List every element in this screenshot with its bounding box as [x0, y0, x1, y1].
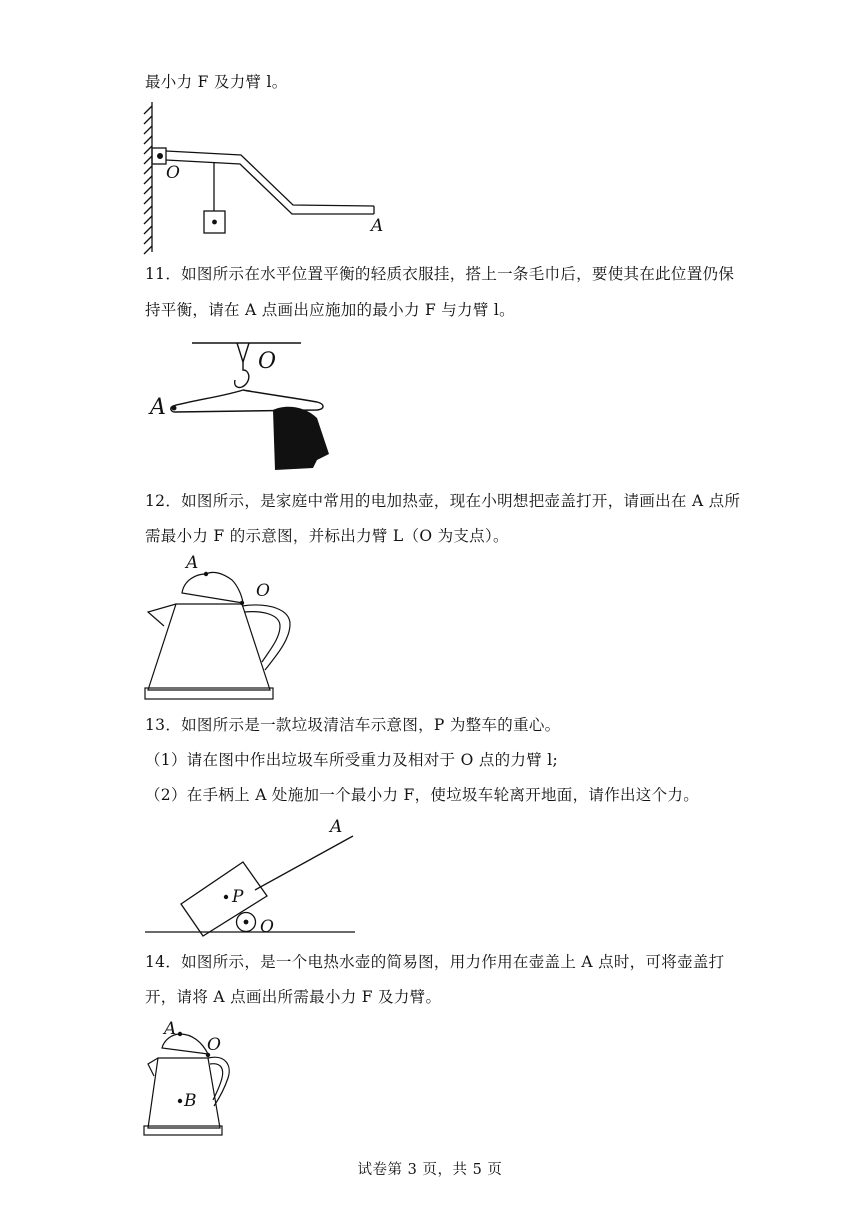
point-a-dot	[172, 406, 177, 411]
center-of-gravity-p	[224, 895, 228, 899]
q13-figure-garbage-cart	[145, 812, 375, 942]
q14-text-line2: 开，请将 A 点画出所需最小力 F 及力臂。	[145, 988, 442, 1006]
q12-figure-electric-kettle	[140, 552, 310, 702]
hanger-hook	[235, 362, 249, 387]
q12-text-line2: 需最小力 F 的示意图，并标出力臂 L（O 为支点）。	[145, 527, 509, 545]
wheel-axle-o	[244, 920, 249, 925]
kettle-body	[148, 604, 270, 690]
label-o: O	[260, 917, 274, 937]
kettle-base	[144, 1126, 222, 1135]
label-o: O	[166, 163, 180, 183]
label-a: A	[371, 216, 384, 236]
page-footer: 试卷第 3 页，共 5 页	[357, 1162, 503, 1178]
weight-center-dot	[212, 220, 217, 225]
pivot-point	[157, 153, 163, 159]
q11-text-line1: 11．如图所示在水平位置平衡的轻质衣服挂，搭上一条毛巾后，要使其在此位置仍保	[145, 265, 735, 283]
label-a: A	[150, 395, 166, 420]
q14-text-line1: 14．如图所示，是一个电热水壶的简易图，用力作用在壶盖上 A 点时，可将壶盖打	[145, 953, 725, 971]
label-a: A	[186, 553, 199, 573]
kettle-handle-outer	[242, 605, 290, 670]
label-o: O	[207, 1035, 221, 1055]
q10-figure-bent-lever	[138, 100, 398, 260]
q11-figure-clothes-hanger	[145, 338, 345, 478]
q13-text-line2: （1）请在图中作出垃圾车所受重力及相对于 O 点的力臂 l;	[145, 751, 559, 769]
hook-support	[237, 343, 249, 362]
pivot-o-dot	[240, 601, 244, 605]
q13-text-line3: （2）在手柄上 A 处施加一个最小力 F，使垃圾车轮离开地面，请作出这个力。	[145, 786, 699, 804]
label-o: O	[256, 581, 270, 601]
lever-top-edge	[166, 151, 374, 206]
q10-text-tail: 最小力 F 及力臂 l。	[145, 73, 288, 91]
wall-hatching	[144, 106, 152, 254]
q14-figure-simple-kettle	[140, 1018, 240, 1140]
q11-text-line2: 持平衡，请在 A 点画出应施加的最小力 F 与力臂 l。	[145, 301, 515, 319]
label-b: B	[184, 1091, 197, 1111]
label-p: P	[232, 887, 244, 907]
kettle-lid	[182, 572, 243, 603]
q13-text-line1: 13．如图所示是一款垃圾清洁车示意图，P 为整车的重心。	[145, 716, 561, 734]
point-a-dot	[204, 572, 208, 576]
q12-text-line1: 12．如图所示，是家庭中常用的电加热壶，现在小明想把壶盖打开，请画出在 A 点所	[145, 492, 741, 510]
towel	[273, 407, 329, 470]
point-a-dot	[178, 1032, 182, 1036]
cart-box	[181, 862, 267, 936]
cart-handle	[255, 836, 353, 890]
label-o: O	[258, 349, 277, 374]
kettle-handle-inner	[244, 612, 280, 662]
label-a: A	[164, 1019, 177, 1039]
label-a: A	[330, 817, 343, 837]
point-b-dot	[178, 1099, 182, 1103]
